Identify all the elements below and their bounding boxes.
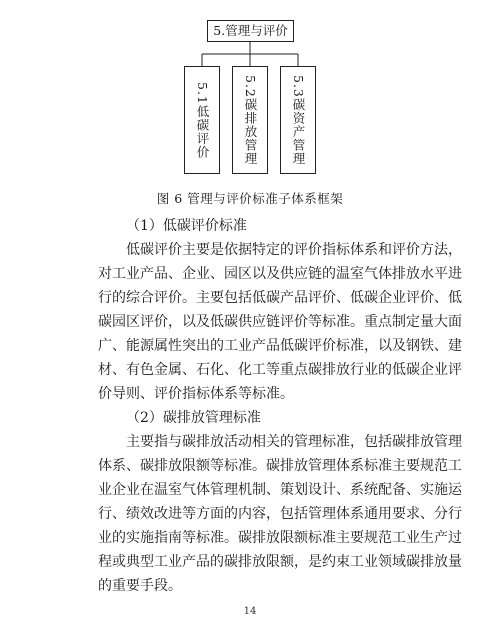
paragraph-line: 广、能源属性突出的工业产品低碳评价标准，以及钢铁、建 bbox=[98, 338, 462, 354]
paragraph-line: 程或典型工业产品的碳排放限额，是约束工业领域碳排放量 bbox=[98, 554, 462, 570]
figure-caption: 图 6 管理与评价标准子体系框架 bbox=[156, 191, 344, 206]
page-number: 14 bbox=[243, 606, 257, 617]
diagram-root-label: 5.管理与评价 bbox=[213, 23, 288, 38]
diagram-child-box-5-2 bbox=[232, 66, 268, 174]
paragraph-line: 的重要手段。 bbox=[98, 578, 182, 594]
diagram-child-box-5-3 bbox=[280, 66, 316, 174]
paragraph-line: 体系、碳排放限额等标准。碳排放管理体系标准主要规范工 bbox=[98, 458, 462, 474]
paragraph-line: 行、绩效改进等方面的内容，包括管理体系通用要求、分行 bbox=[98, 506, 462, 522]
paragraph-line: 碳园区评价，以及低碳供应链评价等标准。重点制定量大面 bbox=[98, 314, 462, 330]
paragraph-line: 主要指与碳排放活动相关的管理标准，包括碳排放管理 bbox=[126, 434, 462, 450]
paragraph-line: 对工业产品、企业、园区以及供应链的温室气体排放水平进 bbox=[98, 266, 462, 282]
framework-diagram bbox=[0, 0, 500, 210]
body-text bbox=[98, 214, 462, 598]
paragraph-line: 业的实施指南等标准。碳排放限额标准主要规范工业生产过 bbox=[98, 530, 462, 546]
diagram-child-label: 5.1低碳评价 bbox=[195, 81, 210, 159]
paragraph-line: 行的综合评价。主要包括低碳产品评价、低碳企业评价、低 bbox=[98, 290, 462, 306]
diagram-root-box bbox=[207, 20, 294, 42]
paragraph-line: 材、有色金属、石化、化工等重点碳排放行业的低碳企业评 bbox=[98, 362, 462, 378]
paragraph-line: 低碳评价主要是依据特定的评价指标体系和评价方法， bbox=[126, 242, 462, 258]
section-heading: （2）碳排放管理标准 bbox=[126, 410, 261, 426]
diagram-child-box-5-1 bbox=[184, 66, 220, 174]
paragraph-line: 价导则、评价指标体系等标准。 bbox=[98, 386, 294, 402]
section-heading: （1）低碳评价标准 bbox=[126, 218, 247, 234]
diagram-child-label: 5.3碳资产管理 bbox=[291, 74, 306, 166]
diagram-child-label: 5.2碳排放管理 bbox=[243, 74, 258, 166]
paragraph-line: 业企业在温室气体管理机制、策划设计、系统配备、实施运 bbox=[98, 482, 462, 498]
